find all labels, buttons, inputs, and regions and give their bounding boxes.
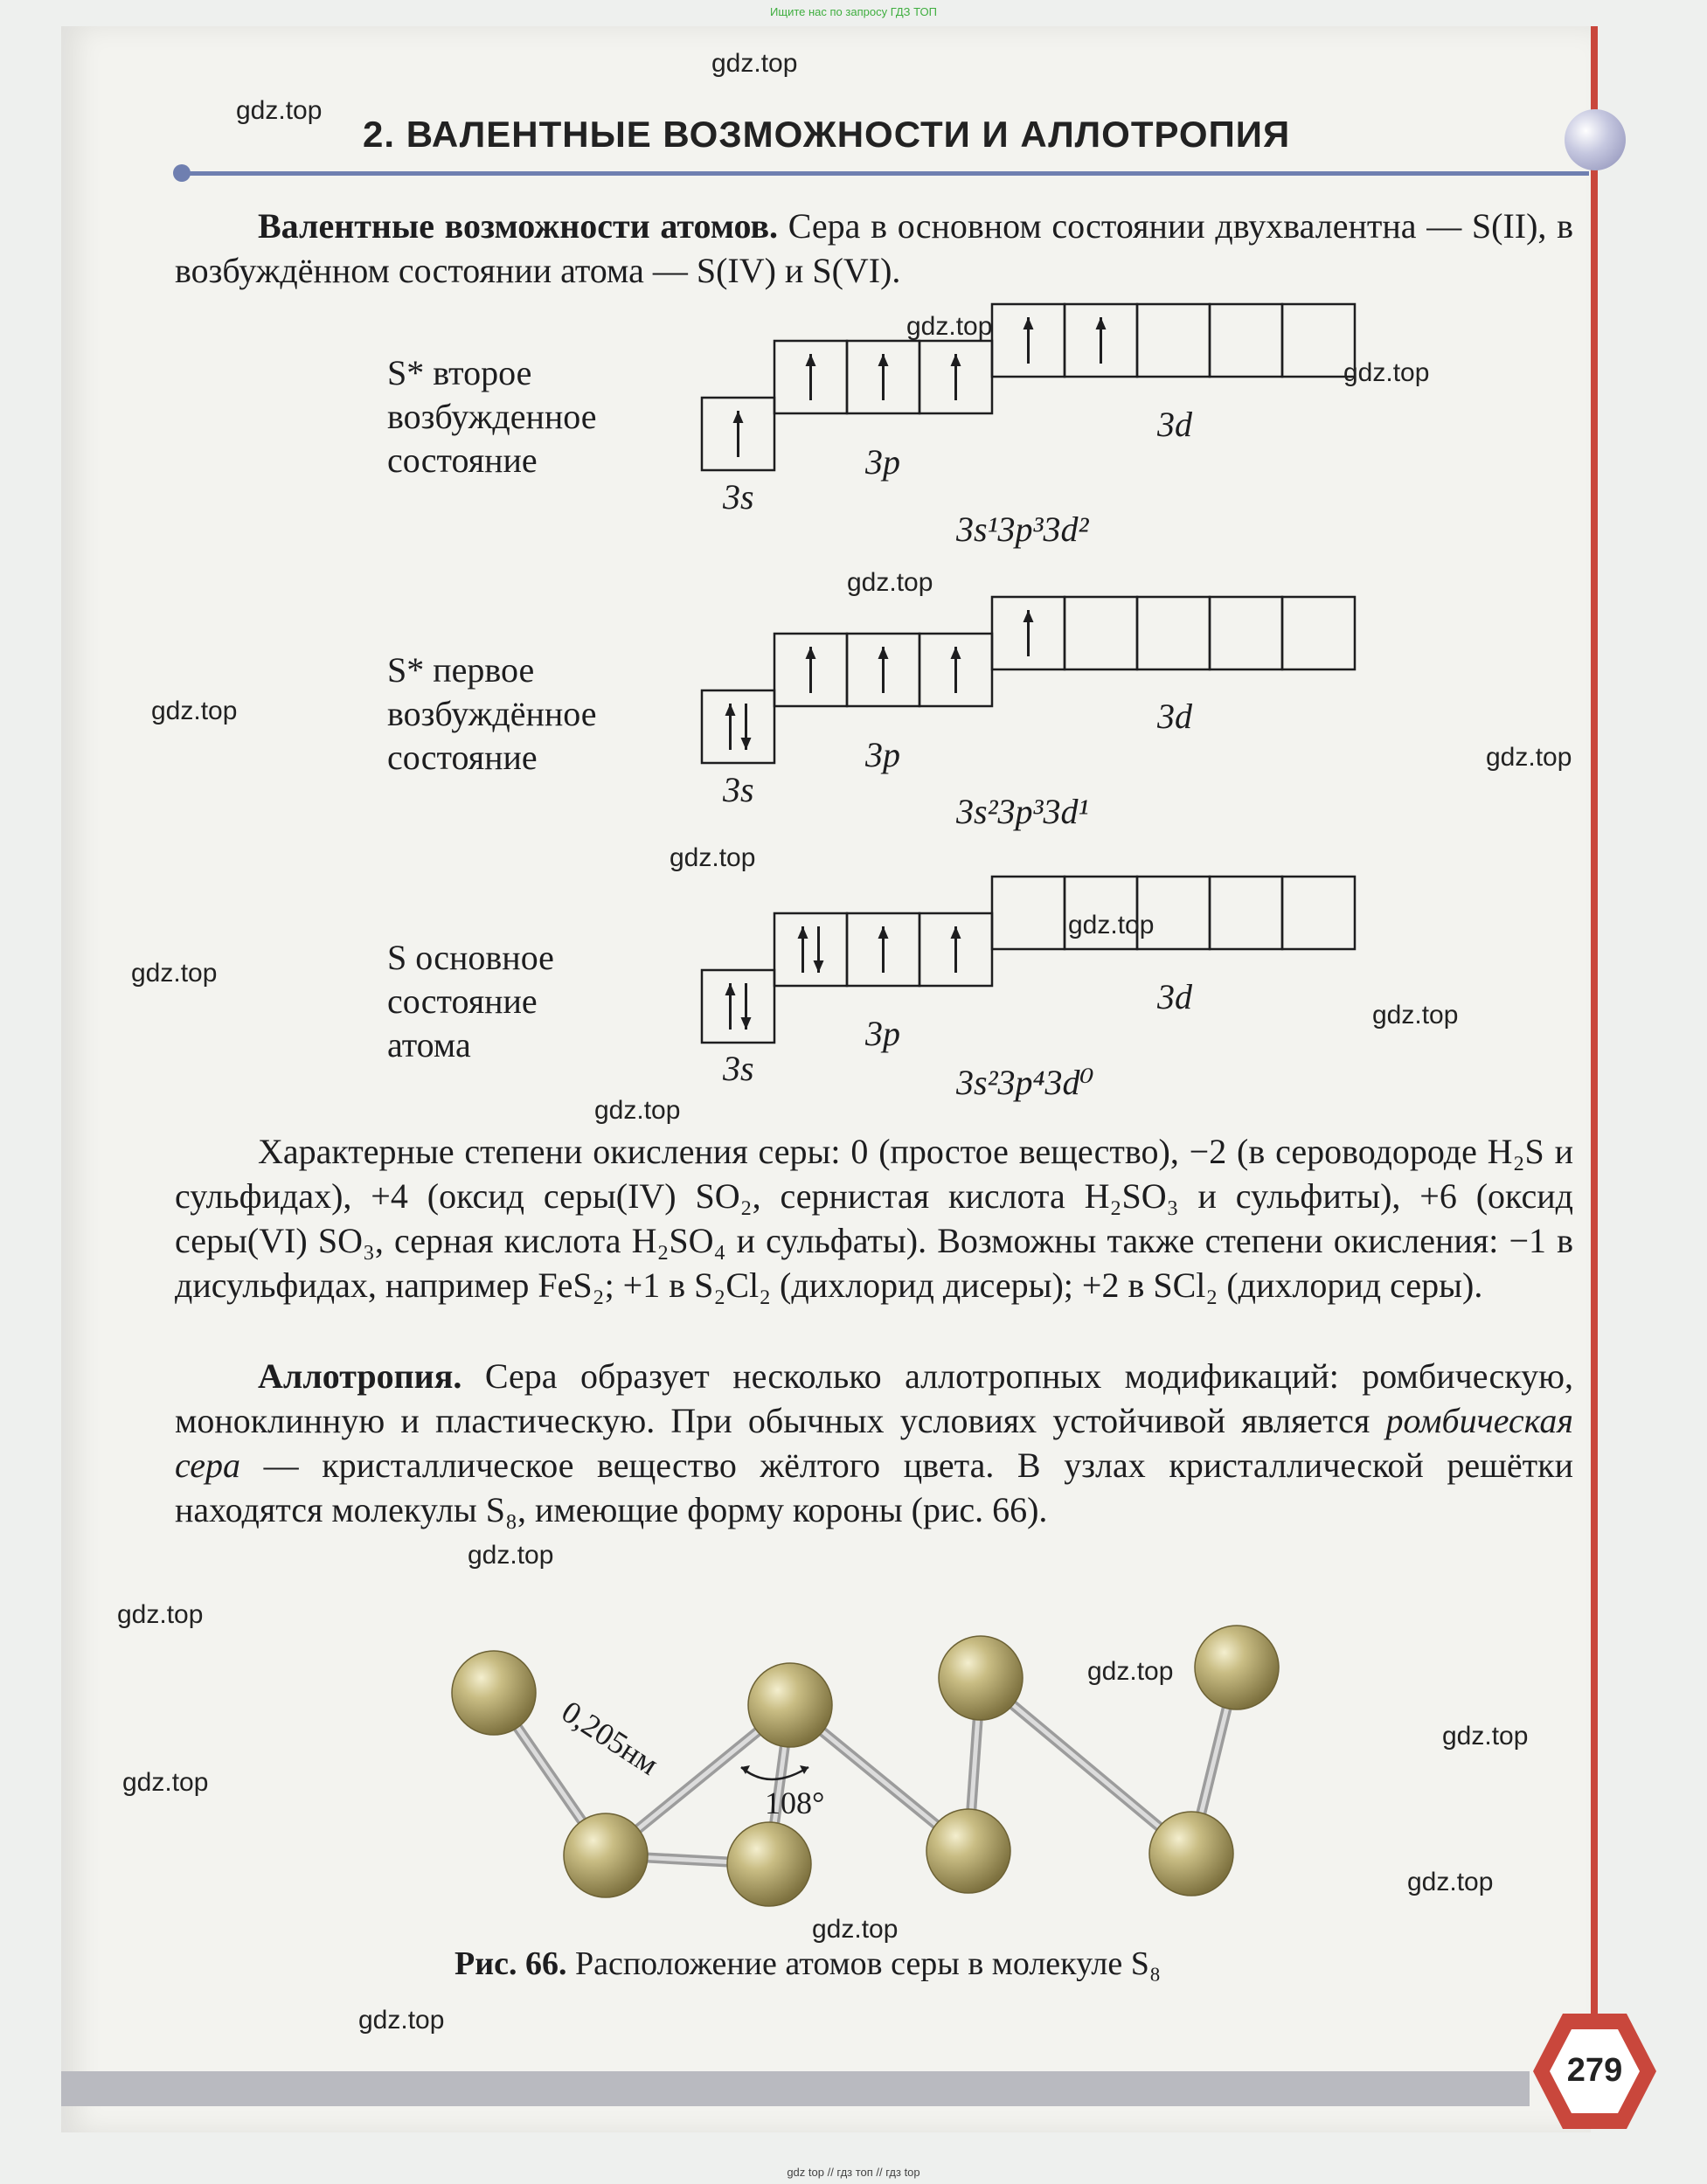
config-ground: 3s²3p⁴3d⁰ <box>956 1063 1094 1102</box>
config-second-excited: 3s¹3p³3d² <box>956 510 1089 549</box>
allotropy-bold: Аллотропия. <box>258 1356 462 1396</box>
section-heading: 2. ВАЛЕНТНЫЕ ВОЗМОЖНОСТИ И АЛЛОТРОПИЯ <box>363 114 1291 155</box>
watermark: gdz.top <box>670 843 756 872</box>
sulfur-atom <box>1149 1812 1233 1896</box>
intro-bold: Валентные возможности атомов. <box>258 206 779 246</box>
top-banner: Ищите нас по запросу ГДЗ ТОП <box>770 5 937 18</box>
caption-bold: Рис. 66. <box>455 1945 567 1982</box>
orbital-label-3s: 3s <box>723 1049 754 1088</box>
sulfur-atom <box>727 1822 811 1906</box>
allotropy-text-1: Сера образует несколько аллотропных модификаций: ромбическую, моноклинную и пластическую. При обычных условиях устойчивой является <box>175 1356 1573 1440</box>
state-line: состояние <box>387 981 538 1021</box>
config-first-excited: 3s²3p³3d¹ <box>956 792 1089 831</box>
state-line: возбуждённое <box>387 694 597 733</box>
figure-caption <box>455 1945 1161 1983</box>
orbital-label-3p: 3p <box>865 1014 900 1053</box>
footer-bar <box>61 2071 1530 2106</box>
watermark: gdz.top <box>711 49 798 78</box>
orbital-label-3s: 3s <box>723 770 754 809</box>
orbital-label-3p: 3p <box>865 442 900 482</box>
sulfur-atom <box>564 1813 648 1897</box>
orbital-label-3d: 3d <box>1157 977 1192 1016</box>
watermark: gdz.top <box>1407 1868 1494 1896</box>
state-line: S* второе <box>387 353 532 392</box>
orbital-label-3d: 3d <box>1157 697 1192 736</box>
watermark: gdz.top <box>358 2006 445 2035</box>
watermark: gdz.top <box>1442 1722 1529 1751</box>
watermark: gdz.top <box>117 1600 204 1629</box>
caption-text: Расположение атомов серы в молекуле S₈ <box>566 1945 1162 1982</box>
sulfur-atom <box>748 1663 832 1747</box>
sulfur-atom <box>926 1809 1010 1893</box>
watermark: gdz.top <box>1372 1001 1459 1030</box>
intro-text: Сера в основном состоянии двухвалентна — S(II), в возбуждённом состоянии атома — S(IV) и S(VI). <box>175 206 1573 290</box>
state-line: S* первое <box>387 650 535 690</box>
oxidation-text: Характерные степени окисления серы: 0 (простое вещество), −2 (в сероводороде H₂S и сульфидах), +4 (оксид серы(IV) SO₂, сернистая кислота H₂SO₃ и сульфиты), +6 (оксид серы(VI) SO₃, серная кислота H₂SO₄ и сульфаты). Возможны также степени окисления: −1 в дисульфидах, например FeS₂; +1 в S₂Cl₂ (дихлорид дисеры); +2 в SCl₂ (дихлорид серы). <box>175 1132 1573 1305</box>
state-line: атома <box>387 1025 471 1064</box>
orbital-label-3p: 3p <box>865 735 900 774</box>
bottom-banner: gdz top // гдз топ // гдз top <box>787 2166 920 2179</box>
watermark: gdz.top <box>1486 743 1572 772</box>
watermark: gdz.top <box>906 312 993 341</box>
watermark: gdz.top <box>1343 358 1430 387</box>
sulfur-atom <box>452 1651 536 1735</box>
state-line: состояние <box>387 738 538 777</box>
watermark: gdz.top <box>812 1915 899 1944</box>
allotropy-text-2: — кристаллическое вещество жёлтого цвета. В узлах кристаллической решётки находятся молекулы S₈, имеющие форму короны (рис. 66). <box>175 1446 1573 1529</box>
orbital-label-3s: 3s <box>723 477 754 517</box>
bond-length-label: 0,205нм <box>555 1694 665 1782</box>
orbital-label-3d: 3d <box>1157 405 1192 444</box>
watermark: gdz.top <box>847 568 933 597</box>
sulfur-atom <box>939 1636 1023 1720</box>
watermark: gdz.top <box>594 1096 681 1125</box>
watermark: gdz.top <box>1087 1657 1174 1686</box>
bond-angle-label: 108° <box>765 1785 825 1820</box>
watermark: gdz.top <box>1068 911 1155 939</box>
angle-arc <box>741 1767 808 1779</box>
state-line: S основное <box>387 938 554 977</box>
watermark: gdz.top <box>122 1768 209 1797</box>
watermark: gdz.top <box>131 959 218 988</box>
allotropy-italic: ромбическая сера <box>175 1401 1573 1485</box>
page-number: 279 <box>1566 2052 1623 2089</box>
watermark: gdz.top <box>151 697 238 725</box>
state-line: возбужденное <box>387 397 597 436</box>
sulfur-atom <box>1195 1626 1279 1709</box>
watermark: gdz.top <box>468 1541 554 1570</box>
watermark: gdz.top <box>236 96 323 125</box>
state-line: состояние <box>387 440 538 480</box>
